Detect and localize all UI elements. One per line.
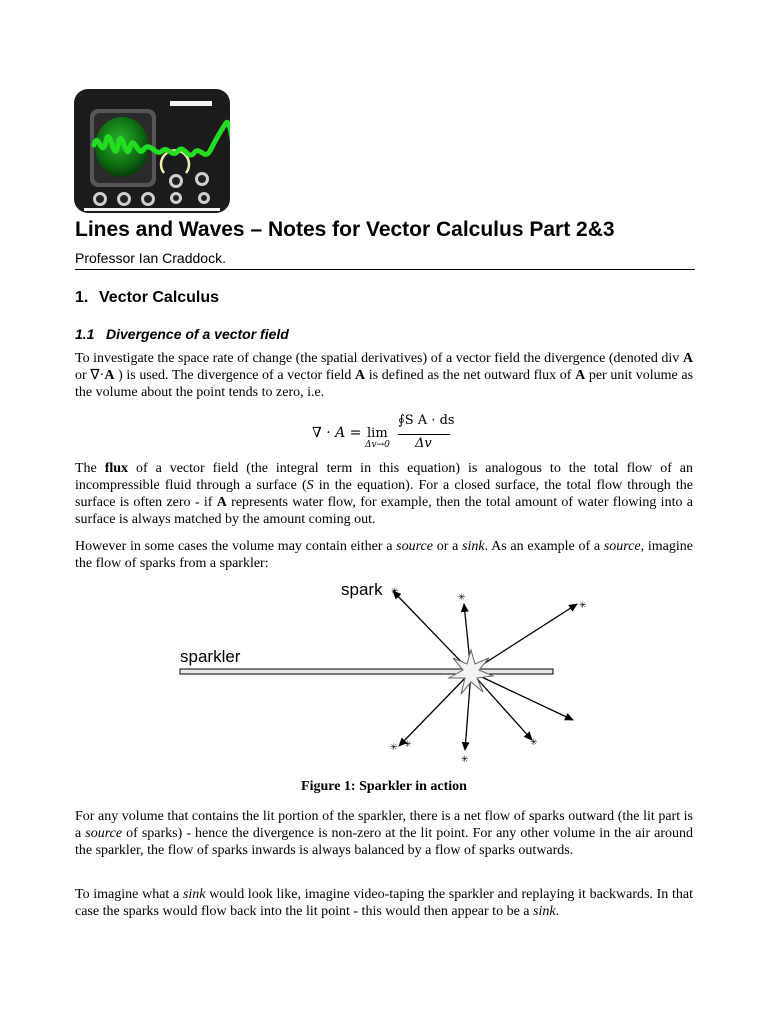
spark-arrow [471, 672, 573, 720]
spark-glyph: ✳ [391, 587, 399, 597]
vector-symbol: A [575, 368, 586, 383]
text-run: of a vector field (the integral term in this equation) is analogous to the total flow of an incompressible fluid through a surface ( [75, 461, 693, 493]
text-run: is defined as the net outward flux of [365, 368, 576, 383]
text-run: The [75, 461, 105, 476]
italic-term: sink [462, 539, 485, 554]
italic-term: source [85, 826, 123, 841]
oscilloscope-logo-icon [74, 89, 230, 213]
equation-limit-subscript: Δv→0 [365, 440, 390, 450]
text-run: To imagine what a [75, 887, 183, 902]
italic-term: sink [182, 887, 206, 902]
figure-label-spark: spark [341, 580, 383, 599]
section-heading [75, 289, 219, 307]
subsection-heading [75, 326, 289, 342]
text-run: or a [432, 539, 463, 554]
vector-symbol: A [682, 351, 693, 366]
italic-term: sink [533, 904, 556, 919]
text-run: would look like, imagine video-taping the sparkler and replaying it backwards. In that case the sparks would flow back into the lit point - this would then appear to be a [75, 887, 693, 919]
spark-glyph: ✳ [404, 740, 412, 750]
vector-symbol: A [104, 368, 115, 383]
vector-symbol: A [355, 368, 366, 383]
figure-label-sparkler: sparkler [180, 647, 241, 666]
paragraph-sink-example [75, 886, 693, 920]
spark-glyph: ✳ [579, 601, 587, 611]
vector-symbol: A [216, 495, 227, 510]
italic-term: source [603, 539, 641, 554]
equation-numerator: ∮S A · ds [398, 413, 455, 428]
page-title: Lines and Waves – Notes for Vector Calculus Part 2&3 [75, 218, 615, 241]
spark-glyph: ✳ [530, 738, 538, 748]
text-run: represents water flow, for example, then the total amount of water flowing into a surface is always matched by the amount coming out. [75, 495, 693, 527]
bold-term: flux [104, 461, 129, 476]
equation-denominator: Δv [415, 436, 432, 451]
equation-lhs: ∇ · A = [312, 425, 362, 441]
spark-arrow [471, 672, 532, 740]
subsection-title: Divergence of a vector field [106, 326, 289, 342]
paragraph-flux [75, 460, 693, 528]
sparkler-stick [180, 669, 553, 674]
subsection-number: 1.1 [75, 326, 95, 342]
text-run: of sparks) - hence the divergence is non-zero at the lit point. For any other volume in the air around the sparkler, the flow of sparks inwards is always balanced by a flow of sparks outwards. [75, 826, 693, 858]
divergence-equation [312, 413, 462, 453]
text-run: For any volume that contains the lit portion of the sparkler, there is a net flow of sparks outward (the lit part is a [75, 809, 693, 841]
fraction-bar [398, 434, 450, 435]
section-title: Vector Calculus [99, 289, 220, 306]
text-run: per unit volume as the volume about the point tends to zero, i.e. [75, 368, 694, 400]
spark-arrow [399, 672, 471, 746]
spark-glyph: ✳ [390, 743, 398, 753]
spark-glyph: ✳ [461, 755, 469, 765]
paragraph-divergence-definition [75, 350, 693, 401]
text-run: , imagine the flow of sparks from a sparkler: [75, 539, 693, 571]
author-line: Professor Ian Craddock. [75, 250, 226, 266]
spark-arrow [393, 591, 471, 672]
section-number: 1. [75, 289, 89, 306]
spark-arrow [471, 604, 577, 672]
figure-caption: Figure 1: Sparkler in action [301, 779, 467, 794]
spark-glyph: ✳ [458, 593, 466, 603]
italic-term: source [396, 539, 433, 554]
paragraph-net-flow [75, 808, 693, 859]
text-run: ) is used. The divergence of a vector field [114, 368, 356, 383]
paragraph-source-sink [75, 538, 693, 572]
header-divider [75, 269, 695, 270]
text-run: . [555, 904, 560, 919]
text-run: However in some cases the volume may contain either a [75, 539, 397, 554]
equation-limit: lim [367, 426, 388, 441]
text-run: . As an example of a [484, 539, 604, 554]
text-run: or ∇· [75, 368, 105, 383]
italic-term: S [306, 478, 314, 493]
sparkler-figure [175, 578, 595, 768]
text-run: in the equation). For a closed surface, the total flow through the surface is often zero - if [75, 478, 694, 510]
text-run: To investigate the space rate of change (the spatial derivatives) of a vector field the divergence (denoted div [75, 351, 683, 366]
